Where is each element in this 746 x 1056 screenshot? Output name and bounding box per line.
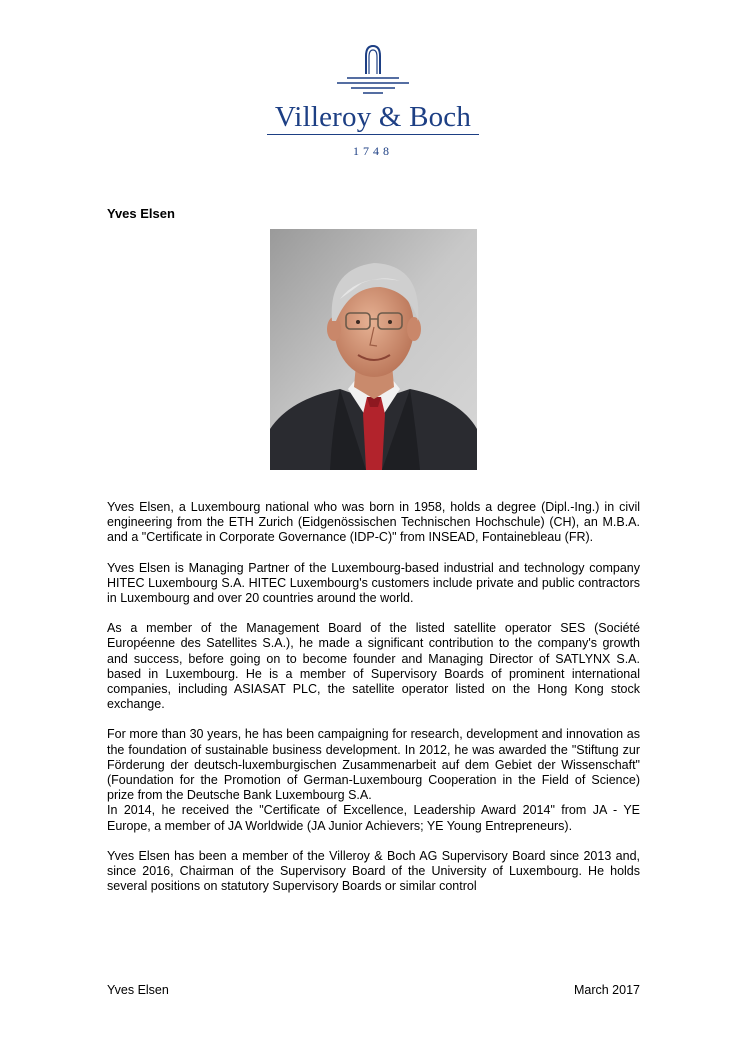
arch-fountain-logo-icon [333,40,413,96]
paragraph: As a member of the Management Board of the listed satellite operator SES (Société Européenne des Satellites S.A.), he made a significant contribution to the company's growth and success, before going on to become founder and Managing Director of SATLYNX S.A. based in Luxembourg. He is a member of Supervisory Boards of prominent international companies, including ASIASAT PLC, the satellite operator listed on the Hong Kong stock exchange. [107,621,640,712]
brand-name: Villeroy & Boch [274,101,472,133]
footer-name: Yves Elsen [107,983,169,997]
paragraph: For more than 30 years, he has been campaigning for research, development and innovation as the foundation of sustainable business development. In 2012, he was awarded the "Stiftung zur Förderung der deutsch-luxemburgischen Zusammenarbeit auf dem Gebiet der Wissenschaft" (Foundation for the Promotion of German-Luxembourg Cooperation in the Field of Science) prize from the Deutsche Bank Luxembourg S.A. [107,727,640,803]
footer-date: March 2017 [573,983,640,997]
paragraph: Yves Elsen is Managing Partner of the Luxembourg-based industrial and technology company HITEC Luxembourg S.A. HITEC Luxembourg's customers include private and public contractors in Luxembourg and over 20 countries around the world. [107,560,640,606]
company-logo [0,40,746,159]
page-title: Yves Elsen [107,206,175,221]
brand-underline [267,134,479,135]
portrait-illustration [270,229,477,470]
paragraph: In 2014, he received the "Certificate of Excellence, Leadership Award 2014" from JA - YE Europe, a member of JA Worldwide (JA Junior Achievers; YE Young Entrepreneurs). [107,803,640,833]
paragraph: Yves Elsen, a Luxembourg national who was born in 1958, holds a degree (Dipl.-Ing.) in civil engineering from the ETH Zurich (Eidgenössischen Technischen Hochschule) (CH), an M.B.A. and a "Certificate in Corporate Governance (IDP-C)" from INSEAD, Fontainebleau (FR). [107,500,640,545]
biography-text [107,500,640,909]
portrait-photo [270,229,477,470]
brand-year: 1748 [353,144,393,158]
paragraph: Yves Elsen has been a member of the Villeroy & Boch AG Supervisory Board since 2013 and, since 2016, Chairman of the Supervisory Board of the University of Luxembourg. He holds several positions on statutory Supervisory Boards or similar control [107,848,640,894]
